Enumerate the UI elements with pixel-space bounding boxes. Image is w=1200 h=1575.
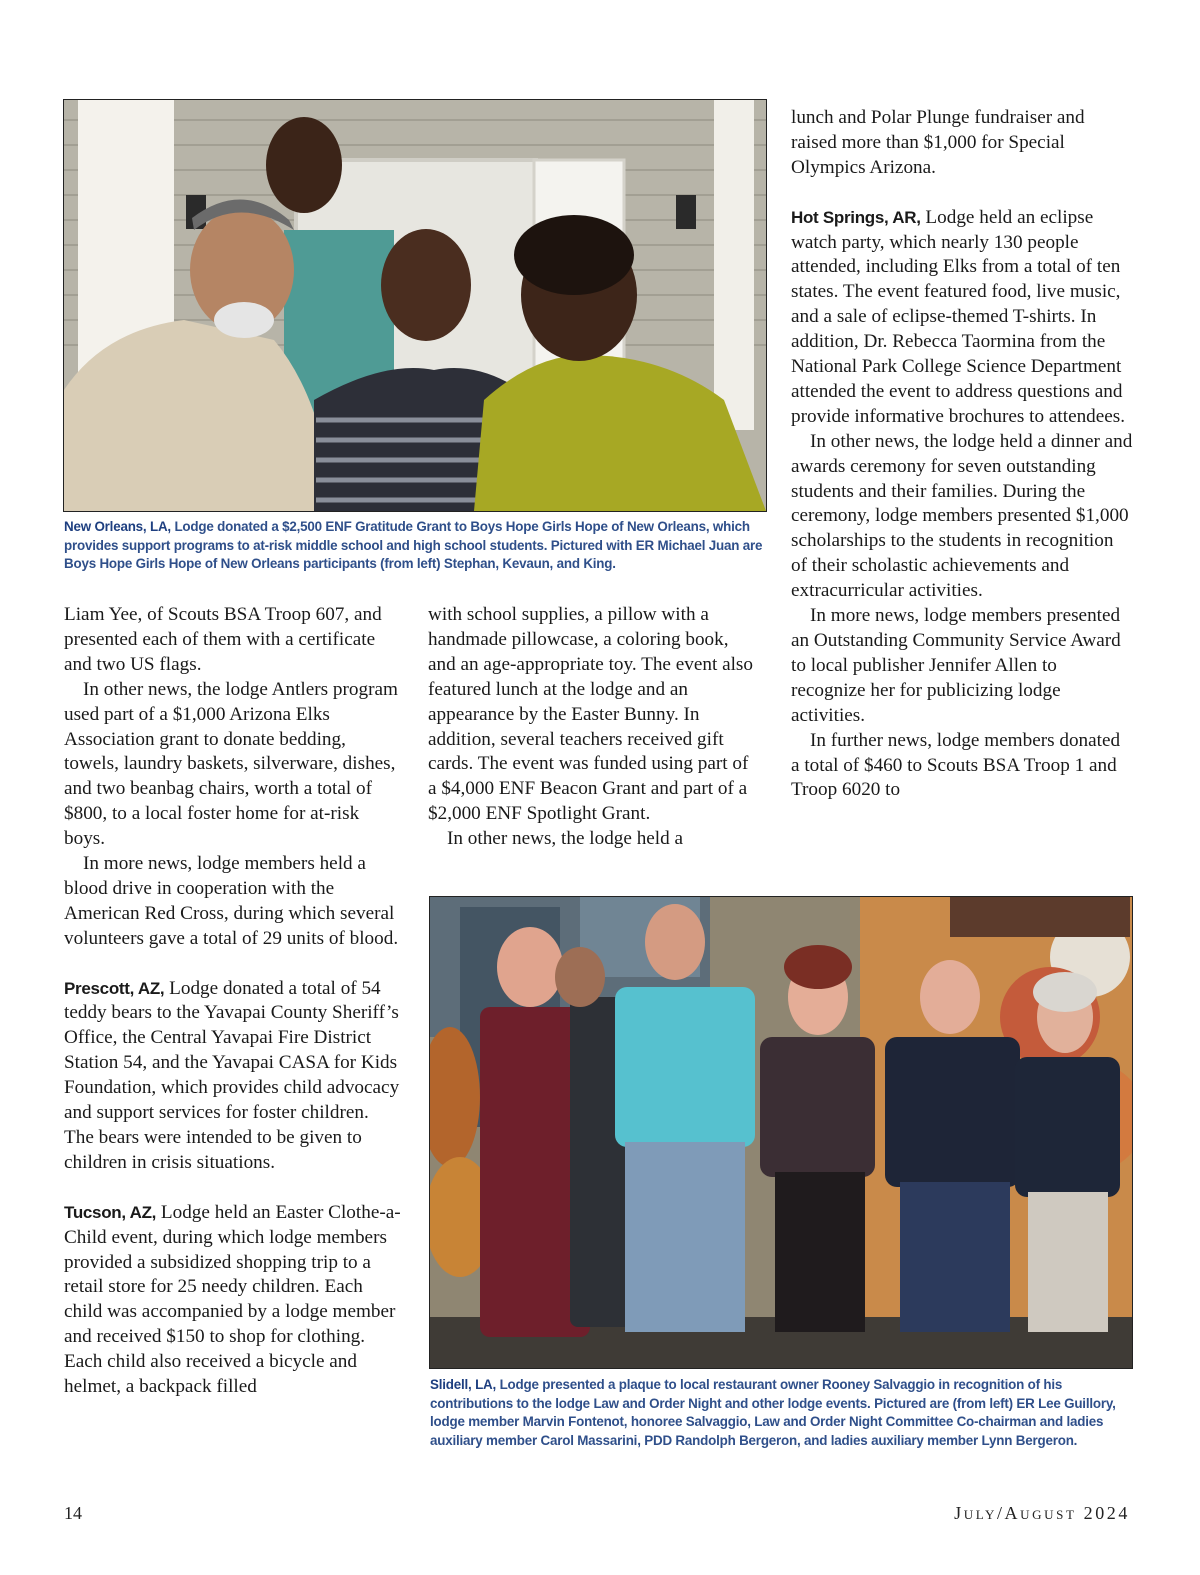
issue-date: July/August 2024 — [954, 1503, 1130, 1523]
column-2 — [428, 603, 758, 852]
paragraph-text: Lodge held an Easter Clothe-a-Child event, during which lodge members provided a subsidized shopping trip to a retail store for 25 needy children. Each child was accompanied by a lodge member and received $150 to shop for clothing. Each child also received a bicycle and helmet, a backpack filled — [64, 1201, 401, 1398]
column-1 — [64, 603, 402, 1400]
caption-text: Lodge presented a plaque to local restaurant owner Rooney Salvaggio in recognition of his contributions to the lodge Law and Order Night and other lodge events. Pictured are (from left) ER Lee Guillory, lodge member Marvin Fontenot, honoree Salvaggio, Law and Order Night Committee Co-chairman and ladies auxiliary member Carol Massarini, PDD Randolph Bergeron, and ladies auxiliary member Lynn Bergeron. — [430, 1377, 1116, 1448]
column-3 — [791, 106, 1133, 803]
photo-new-orleans — [63, 99, 767, 512]
location-heading: Prescott, AZ, — [64, 978, 165, 998]
location-heading: Hot Springs, AR, — [791, 207, 921, 227]
location-heading: Tucson, AZ, — [64, 1202, 157, 1222]
paragraph: with school supplies, a pillow with a handmade pillowcase, a coloring book, and an age-appropriate toy. The event also featured lunch at the lodge and an appearance by the Easter Bunny. In addition, several teachers received gift cards. The event was funded using part of a $4,000 ENF Beacon Grant and part of a $2,000 ENF Spotlight Grant. — [428, 604, 753, 825]
caption-text: Lodge donated a $2,500 ENF Gratitude Grant to Boys Hope Girls Hope of New Orleans, which provides support programs to at-risk middle school and high school students. Pictured with ER Michael Juan are Boys Hope Girls Hope of New Orleans participants (from left) Stephan, Kevaun, and King. — [64, 519, 763, 572]
paragraph: In other news, the lodge held a dinner and awards ceremony for seven outstanding students and their families. During the ceremony, lodge members presented $1,000 scholarships to the students in recognition of their scholastic achievements and extracurricular activities. — [791, 430, 1133, 602]
paragraph-tucson — [64, 1201, 402, 1400]
caption-location: Slidell, LA, — [430, 1377, 497, 1392]
page-number: 14 — [64, 1503, 82, 1523]
paragraph: In other news, the lodge Antlers program used part of a $1,000 Arizona Elks Association grant to donate bedding, towels, laundry baskets, silverware, dishes, and two beanbag chairs, worth a total of $800, to a local foster home for at-risk boys. — [64, 678, 398, 850]
paragraph-text: Lodge donated a total of 54 teddy bears to the Yavapai County Sheriff’s Office, the Central Yavapai Fire District Station 54, and the Yavapai CASA for Kids Foundation, which provides child advocacy and support services for foster children. The bears were intended to be given to children in crisis situations. — [64, 977, 400, 1173]
paragraph: lunch and Polar Plunge fundraiser and raised more than $1,000 for Special Olympics Arizona. — [791, 107, 1085, 178]
photo-new-orleans-image — [64, 100, 766, 511]
photo-new-orleans-caption — [64, 518, 766, 574]
paragraph-prescott — [64, 977, 402, 1176]
caption-location: New Orleans, LA, — [64, 519, 171, 534]
paragraph-hot-springs — [791, 206, 1133, 430]
paragraph: In more news, lodge members held a blood drive in cooperation with the American Red Cross, during which several volunteers gave a total of 29 units of blood. — [64, 853, 399, 949]
paragraph: In other news, the lodge held a — [447, 828, 684, 850]
photo-slidell-caption — [430, 1376, 1132, 1450]
paragraph-text: Lodge held an eclipse watch party, which nearly 130 people attended, including Elks from a total of ten states. The event featured food, live music, and a sale of eclipse-themed T-shirts. In addition, Dr. Rebecca Taormina from the National Park College Science Department attended the event to address questions and provide informative brochures to attendees. — [791, 206, 1126, 427]
paragraph: In further news, lodge members donated a total of $460 to Scouts BSA Troop 1 and Troop 6020 to — [791, 729, 1121, 801]
paragraph: Liam Yee, of Scouts BSA Troop 607, and presented each of them with a certificate and two US flags. — [64, 604, 382, 675]
photo-slidell-image — [430, 897, 1132, 1368]
paragraph: In more news, lodge members presented an Outstanding Community Service Award to local publisher Jennifer Allen to recognize her for publicizing lodge activities. — [791, 605, 1121, 726]
photo-slidell — [429, 896, 1133, 1369]
